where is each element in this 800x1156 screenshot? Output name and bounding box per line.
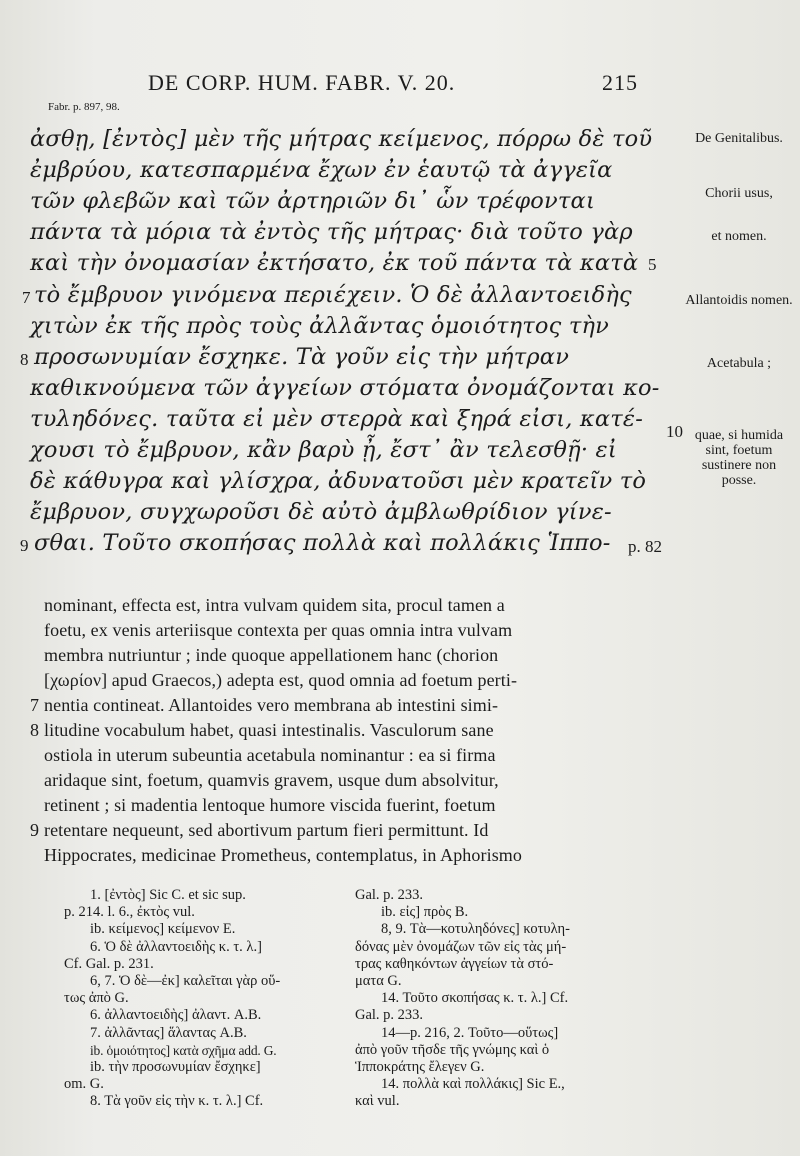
latin-line: nentia contineat. Allantoides vero membrana ab intestini simi- (44, 695, 499, 715)
greek-line: πάντα τὰ μόρια τὰ ἐντὸς τῆς μήτρας· διὰ τοῦτο γὰρ (30, 219, 633, 245)
latin-line: membra nutriuntur ; inde quoque appellationem hanc (chorion (44, 645, 499, 665)
latin-line: litudine vocabulum habet, quasi intestinalis. Vasculorum sane (44, 720, 494, 740)
greek-line: τυληδόνες. ταῦτα εἰ μὲν στερρὰ καὶ ξηρά εἰσι, κατέ- (30, 406, 644, 432)
footnote-line: om. G. (64, 1076, 104, 1093)
footnote-line: 1. [ἐντὸς] Sic C. et sic sup. (90, 887, 246, 903)
footnote-line: τρας καθηκόντων ἀγγείων τὰ στό- (355, 955, 554, 972)
footnote-line: p. 214. l. 6., ἐκτὸς vul. (64, 904, 195, 921)
greek-line: χουσι τὸ ἔμβρυον, κἂν βαρὺ ᾖ, ἔστ᾽ ἂν τελεσθῇ· εἰ (30, 437, 617, 463)
fabrica-marker: 8 (30, 720, 40, 740)
footnote-line: 6. ἀλλαντοειδὴς] ἀλαντ. A.B. (90, 1007, 262, 1024)
latin-line: aridaque sint, foetum, quamvis gravem, usque dum absolvitur, (44, 770, 499, 790)
latin-line: foetu, ex venis arteriisque contexta per quas omnia intra vulvam (44, 620, 513, 640)
margin-note: et nomen. (711, 229, 767, 244)
greek-line: ἀσθῃ, [ἐντὸς] μὲν τῆς μήτρας κείμενος, πόρρω δὲ τοῦ (30, 126, 653, 152)
greek-line: καθικνούμενα τῶν ἀγγείων στόματα ὀνομάζονται κο- (30, 375, 660, 401)
greek-line: ἔμβρυον, συγχωροῦσι δὲ αὐτὸ ἀμβλωθρίδιον γίνε- (30, 499, 612, 525)
footnote-line: 6, 7. Ὁ δὲ—ἐκ] καλεῖται γὰρ οὕ- (90, 973, 281, 990)
greek-line: καὶ τὴν ὀνομασίαν ἐκτήσατο, ἐκ τοῦ πάντα τὰ κατὰ (30, 250, 639, 276)
fabrica-page-ref: p. 82 (628, 537, 662, 556)
latin-line: ostiola in uterum subeuntia acetabula nominantur : ea si firma (44, 745, 496, 765)
footnotes-left-column (60, 887, 345, 1111)
greek-line: προσωνυμίαν ἔσχηκε. Τὰ γοῦν εἰς τὴν μήτραν (34, 344, 570, 370)
greek-line: χιτὼν ἐκ τῆς πρὸς τοὺς ἀλλᾶντας ὁμοιότητος τὴν (30, 313, 610, 339)
line-number: 10 (666, 422, 683, 441)
latin-line: [χωρίον] apud Graecos,) adepta est, quod omnia ad foetum perti- (44, 670, 518, 690)
footnote-line: Gal. p. 233. (355, 1007, 424, 1024)
margin-note: Chorii usus, (705, 186, 773, 201)
page-number: 215 (602, 70, 638, 95)
footnote-line: 7. ἀλλᾶντας] ἅλαντας A.B. (90, 1024, 247, 1041)
greek-line: δὲ κάθυγρα καὶ γλίσχρα, ἀδυνατοῦσι μὲν κρατεῖν τὸ (30, 468, 647, 494)
latin-line: nominant, effecta est, intra vulvam quidem sita, procul tamen a (44, 595, 505, 615)
footnote-line: ματα G. (355, 973, 402, 990)
fabrica-marker: 7 (22, 288, 31, 307)
footnote-line: ib. ὁμοιότητος] κατὰ σχῆμα add. G. (90, 1042, 277, 1058)
margin-note: Allantoidis nomen. (685, 293, 793, 308)
greek-line: τῶν φλεβῶν καὶ τῶν ἀρτηριῶν δι᾽ ὧν τρέφονται (30, 188, 595, 214)
footnote-line: ib. κείμενος] κείμενον E. (90, 921, 236, 938)
fabrica-reference: Fabr. p. 897, 98. (48, 101, 120, 113)
latin-line: retinent ; si madentia lentoque humore viscida fuerint, foetum (44, 795, 496, 815)
footnote-line: 8, 9. Τὰ—κοτυληδόνες] κοτυλη- (381, 921, 570, 938)
fabrica-marker: 7 (30, 695, 40, 715)
greek-line: ἐμβρύου, κατεσπαρμένα ἔχων ἐν ἑαυτῷ τὰ ἀγγεῖα (30, 157, 613, 183)
footnote-line: Ἱπποκράτης ἔλεγεν G. (355, 1059, 485, 1076)
latin-line: Hippocrates, medicinae Prometheus, contemplatus, in Aphorismo (44, 845, 523, 865)
footnote-line: ib. τὴν προσωνυμίαν ἔσχηκε] (90, 1059, 261, 1076)
footnote-line: ib. εἰς] πρὸς B. (381, 904, 469, 921)
margin-note: Acetabula ; (706, 356, 772, 371)
footnote-line: τως ἀπὸ G. (64, 990, 129, 1007)
footnote-line: Cf. Gal. p. 231. (64, 955, 154, 972)
latin-line: retentare nequeunt, sed abortivum partum fieri permittunt. Id (44, 820, 489, 840)
fabrica-marker: 9 (30, 820, 40, 840)
footnotes-right-column (355, 887, 655, 1111)
footnote-line: Gal. p. 233. (355, 887, 424, 903)
footnote-line: 14. Τοῦτο σκοπήσας κ. τ. λ.] Cf. (381, 990, 569, 1007)
footnote-line: καὶ vul. (355, 1093, 400, 1110)
footnote-line: δόνας μὲν ὀνομάζων τῶν εἰς τὰς μή- (355, 938, 567, 955)
greek-line: σθαι. Τοῦτο σκοπήσας πολλὰ καὶ πολλάκις Ἱππο- (34, 530, 611, 556)
line-number: 5 (648, 255, 657, 274)
footnote-line: 14. πολλὰ καὶ πολλάκις] Sic E., (381, 1076, 565, 1093)
footnote-line: 6. Ὁ δὲ ἀλλαντοειδὴς κ. τ. λ.] (90, 938, 262, 955)
greek-line: τὸ ἔμβρυον γινόμενα περιέχειν. Ὁ δὲ ἀλλαντοειδὴς (34, 282, 632, 308)
footnote-line: 8. Τὰ γοῦν εἰς τὴν κ. τ. λ.] Cf. (90, 1093, 264, 1110)
margin-note: quae, si humida sint, foetum sustinere non posse. (694, 428, 784, 488)
running-title: DE CORP. HUM. FABR. V. 20. (148, 70, 456, 95)
fabrica-marker: 8 (20, 350, 29, 369)
margin-note-section: De Genitalibus. (695, 131, 783, 146)
footnote-line: ἀπὸ γοῦν τῆσδε τῆς γνώμης καὶ ὁ (355, 1041, 550, 1058)
footnote-line: 14—p. 216, 2. Τοῦτο—οὕτως] (381, 1024, 559, 1041)
fabrica-marker: 9 (20, 536, 29, 555)
